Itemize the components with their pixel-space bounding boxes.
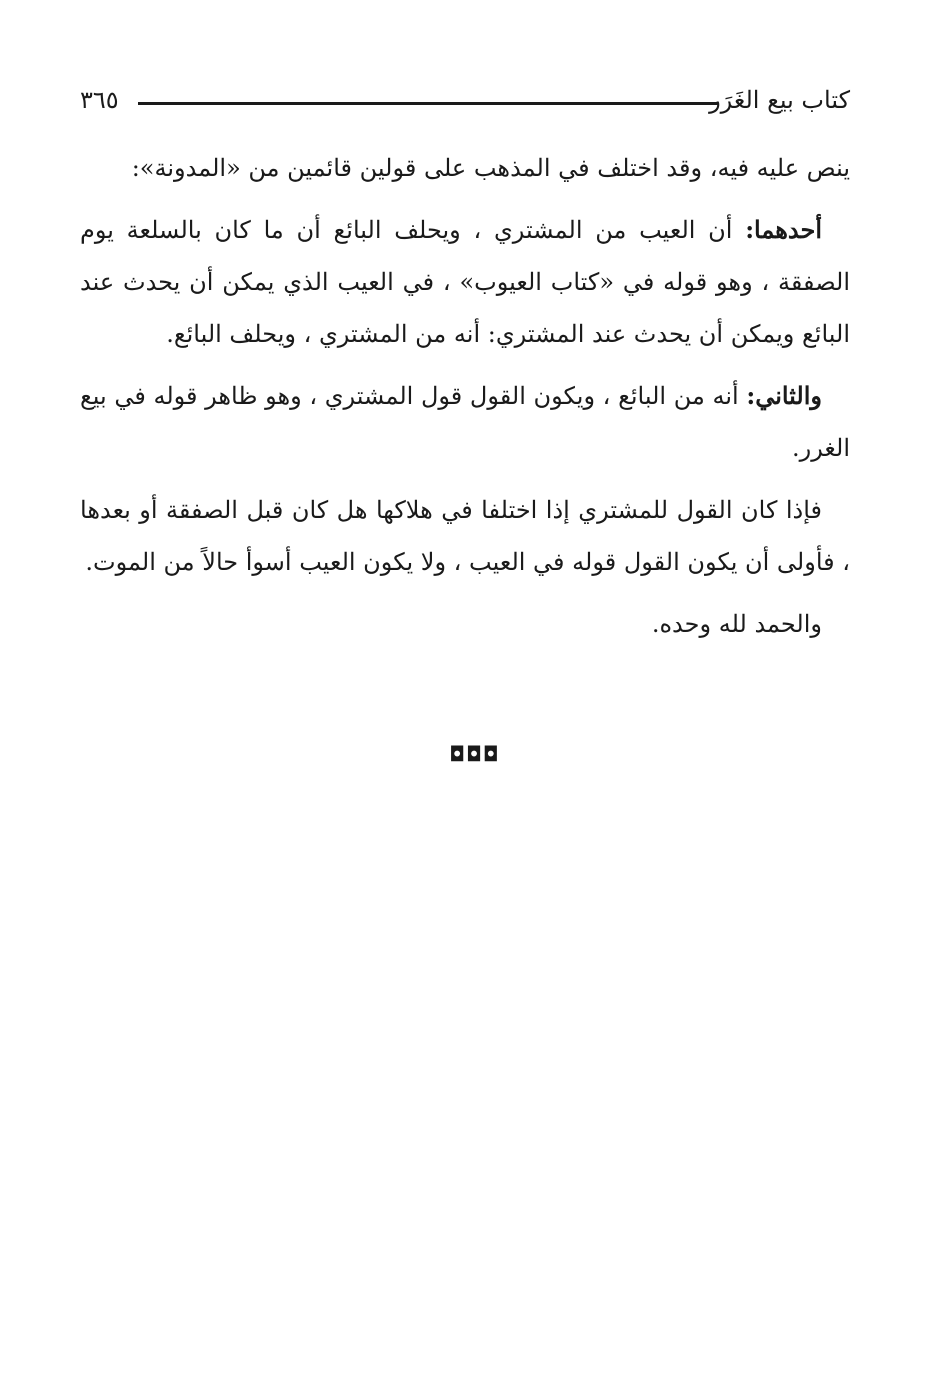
closing-line: والحمد لله وحده. — [651, 610, 822, 638]
intro-paragraph: ينص عليه فيه، وقد اختلف في المذهب على قولين قائمين من «المدونة»: — [131, 154, 850, 182]
header-rule — [138, 102, 718, 105]
first-opinion-text: أن العيب من المشتري ، ويحلف البائع أن ما كان بالسلعة يوم الصفقة ، وهو قوله في «كتاب العيوب» ، في العيب الذي يمكن أن يحدث عند البائع ويمكن أن يحدث عند المشتري: أنه من المشتري ، ويحلف البائع. — [80, 216, 850, 348]
first-opinion-paragraph — [80, 204, 850, 360]
page-number: ٣٦٥ — [80, 86, 119, 114]
second-opinion-text: أنه من البائع ، ويكون القول قول المشتري ، وهو ظاهر قوله في بيع الغرر. — [80, 382, 850, 462]
page-header — [80, 84, 850, 120]
second-opinion-lead: والثاني: — [746, 381, 822, 410]
second-opinion-paragraph — [80, 370, 850, 474]
end-ornament: ◘◘◘ — [449, 742, 500, 766]
third-paragraph: فإذا كان القول للمشتري إذا اختلفا في هلاكها هل كان قبل الصفقة أو بعدها ، فأولى أن يكون القول قوله في العيب ، ولا يكون العيب أسوأ حالاً من الموت. — [80, 496, 850, 576]
running-title: كتاب بيع الغَرَر — [709, 86, 850, 114]
page-body — [80, 142, 850, 660]
first-opinion-lead: أحدهما: — [745, 215, 822, 244]
